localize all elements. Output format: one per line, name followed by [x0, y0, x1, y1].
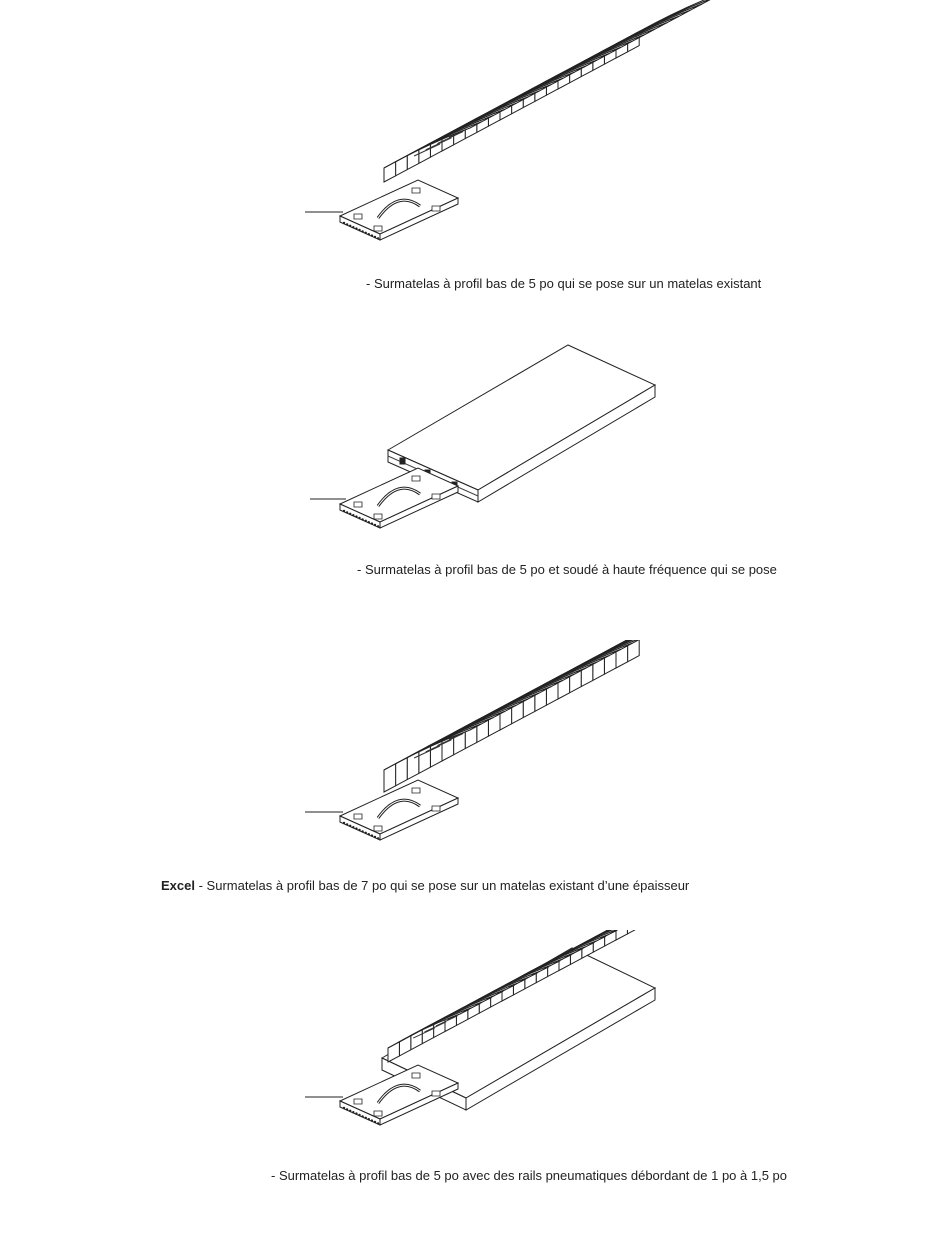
control-unit — [340, 180, 458, 240]
mattress-solid-illustration — [0, 330, 950, 590]
air-cell-mattress — [384, 0, 725, 182]
figure-caption — [161, 878, 689, 893]
figure-2 — [0, 330, 950, 590]
mattress-rails-illustration — [0, 930, 950, 1200]
air-cell — [628, 640, 726, 662]
figure-4 — [0, 930, 950, 1200]
figure-3 — [0, 640, 950, 900]
caption-text: - Surmatelas à profil bas de 5 po avec des rails pneumatiques débordant de 1 po à 1,5 po — [271, 1168, 787, 1183]
figure-caption — [366, 276, 761, 291]
mattress-cells-illustration — [0, 640, 950, 900]
brand-name: Excel — [161, 878, 195, 893]
air-cell-mattress — [384, 640, 725, 792]
air-cell — [628, 0, 726, 52]
caption-text: - Surmatelas à profil bas de 5 po qui se pose sur un matelas existant — [366, 276, 762, 291]
air-cell — [627, 930, 710, 934]
figure-1 — [0, 0, 950, 300]
figure-caption — [271, 1168, 787, 1183]
figure-caption — [357, 562, 777, 577]
mattress-cells-illustration — [0, 0, 950, 300]
caption-text: - Surmatelas à profil bas de 5 po et soudé à haute fréquence qui se pose — [357, 562, 777, 577]
caption-text: - Surmatelas à profil bas de 7 po qui se pose sur un matelas existant d’une épaisseur — [194, 878, 690, 893]
control-unit — [340, 780, 458, 840]
